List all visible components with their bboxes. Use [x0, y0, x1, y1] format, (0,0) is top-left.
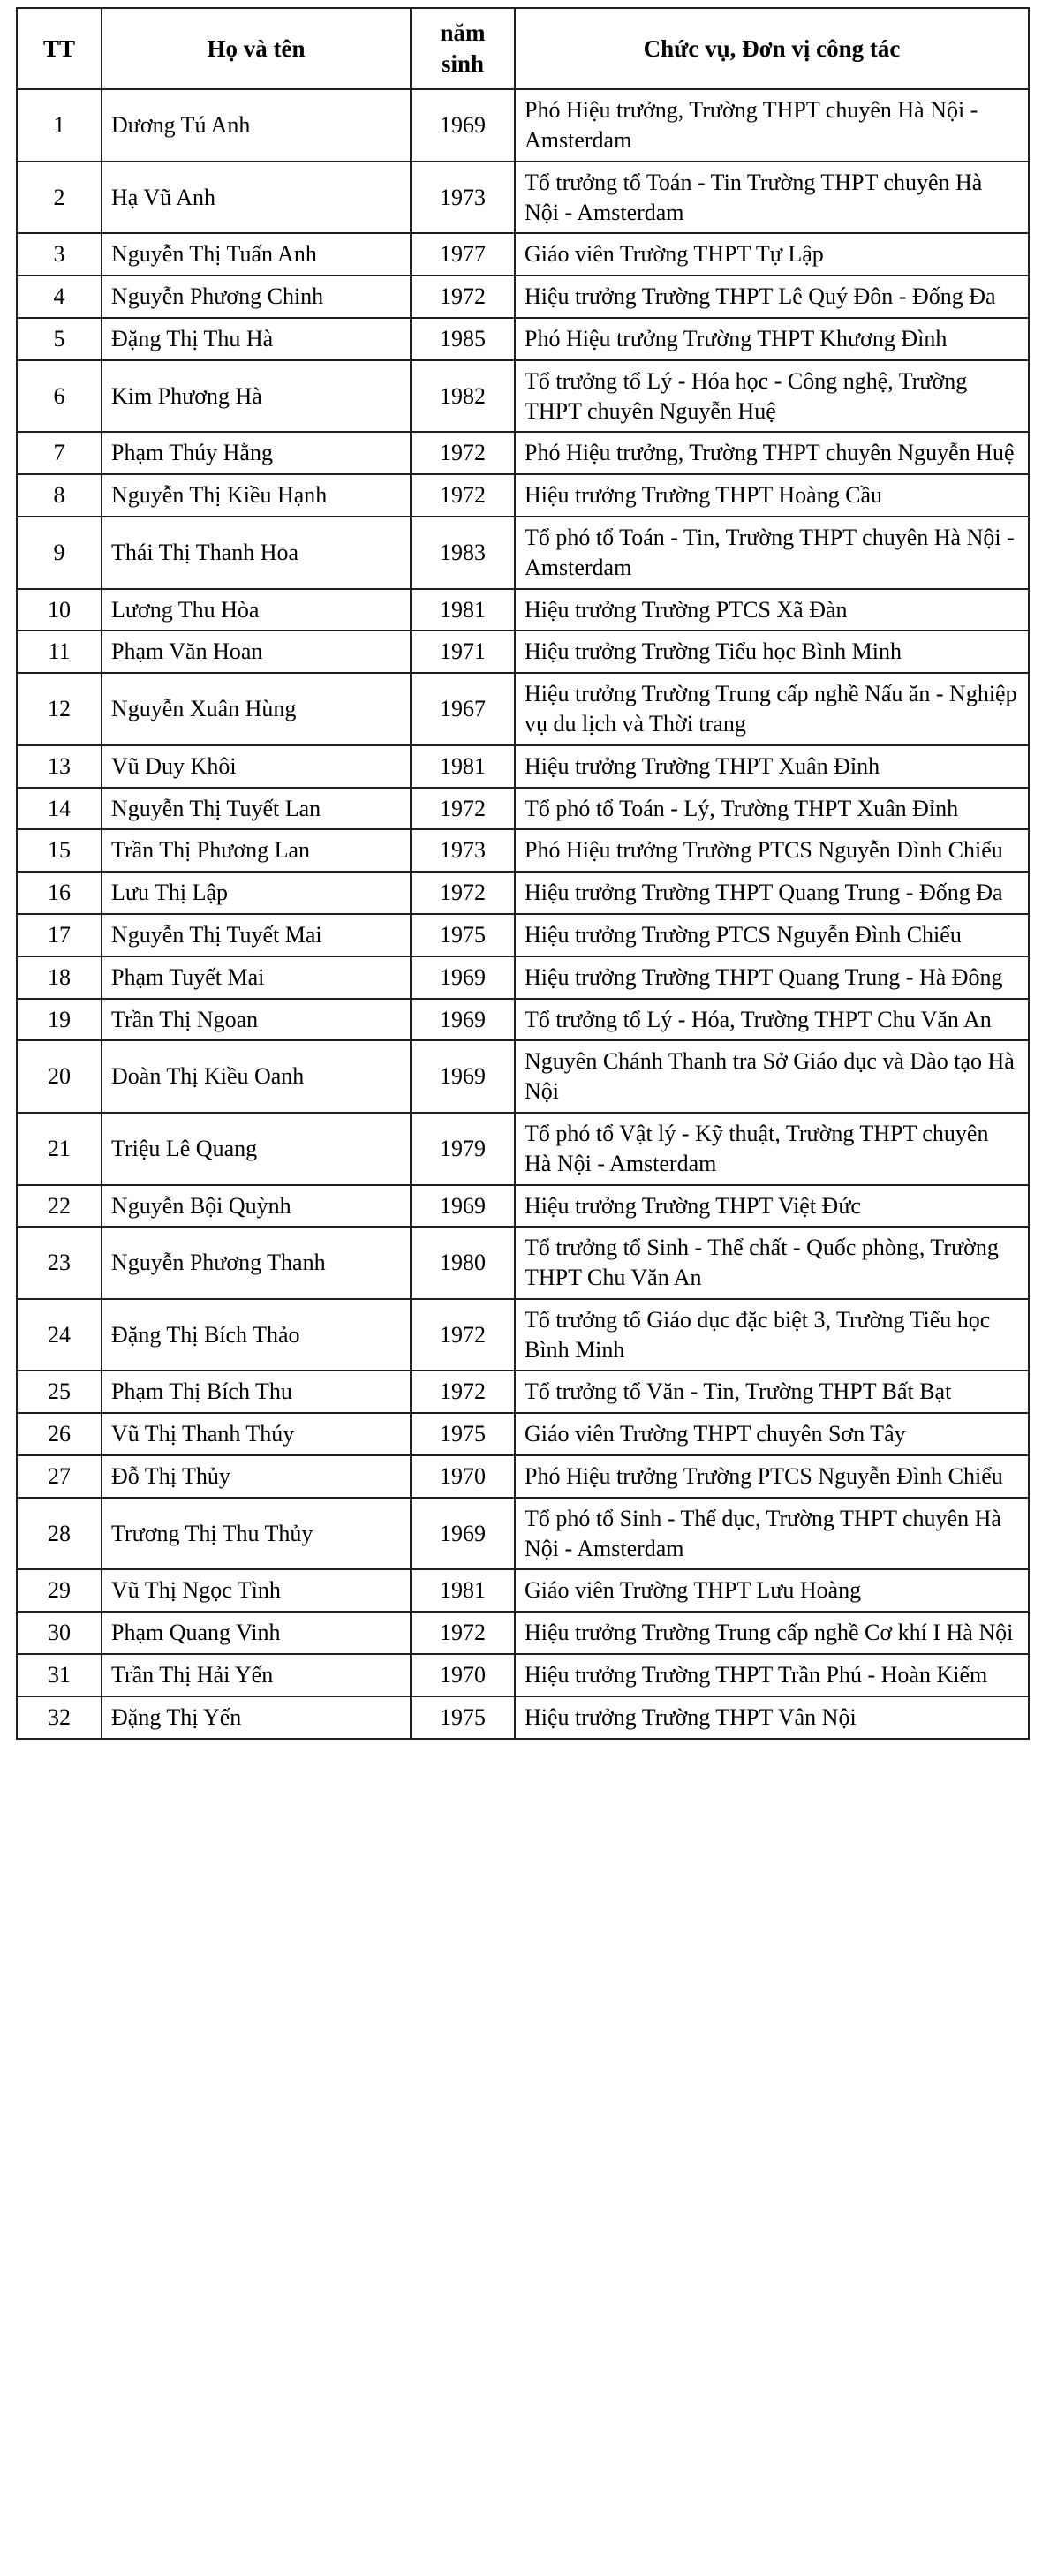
cell-birth-year: 1972: [411, 432, 515, 474]
cell-name: Phạm Quang Vinh: [102, 1612, 411, 1654]
cell-name: Phạm Văn Hoan: [102, 631, 411, 673]
cell-birth-year: 1975: [411, 1696, 515, 1739]
table-row: [17, 432, 1029, 474]
cell-name: Đoàn Thị Kiều Oanh: [102, 1040, 411, 1113]
cell-birth-year: 1972: [411, 474, 515, 517]
table-row: [17, 360, 1029, 433]
table-row: [17, 631, 1029, 673]
cell-name: Kim Phương Hà: [102, 360, 411, 433]
cell-name: Nguyễn Phương Chinh: [102, 276, 411, 318]
cell-position: Hiệu trưởng Trường THPT Vân Nội: [515, 1696, 1029, 1739]
cell-birth-year: 1979: [411, 1113, 515, 1185]
cell-position: Hiệu trưởng Trường PTCS Nguyễn Đình Chiểu: [515, 914, 1029, 956]
table-row: [17, 1696, 1029, 1739]
table-row: [17, 1612, 1029, 1654]
cell-position: Hiệu trưởng Trường Trung cấp nghề Cơ khí I Hà Nội: [515, 1612, 1029, 1654]
cell-birth-year: 1981: [411, 745, 515, 788]
cell-index: 10: [17, 589, 102, 631]
cell-index: 14: [17, 788, 102, 830]
column-header-year: [411, 8, 515, 89]
cell-name: Lưu Thị Lập: [102, 872, 411, 914]
cell-index: 9: [17, 517, 102, 589]
table-row: [17, 474, 1029, 517]
cell-name: Nguyễn Bội Quỳnh: [102, 1185, 411, 1228]
cell-position: Tổ trưởng tổ Lý - Hóa, Trường THPT Chu Văn An: [515, 999, 1029, 1041]
cell-name: Phạm Thị Bích Thu: [102, 1371, 411, 1413]
table-header: [17, 8, 1029, 89]
cell-birth-year: 1972: [411, 872, 515, 914]
table-row: [17, 1040, 1029, 1113]
cell-position: Nguyên Chánh Thanh tra Sở Giáo dục và Đào tạo Hà Nội: [515, 1040, 1029, 1113]
table-row: [17, 318, 1029, 360]
table-row: [17, 589, 1029, 631]
cell-position: Hiệu trưởng Trường THPT Xuân Đỉnh: [515, 745, 1029, 788]
cell-position: Hiệu trưởng Trường Trung cấp nghề Nấu ăn - Nghiệp vụ du lịch và Thời trang: [515, 673, 1029, 745]
cell-birth-year: 1972: [411, 788, 515, 830]
cell-index: 11: [17, 631, 102, 673]
cell-name: Vũ Duy Khôi: [102, 745, 411, 788]
cell-position: Hiệu trưởng Trường PTCS Xã Đàn: [515, 589, 1029, 631]
cell-birth-year: 1969: [411, 999, 515, 1041]
table-row: [17, 233, 1029, 276]
table-row: [17, 517, 1029, 589]
cell-position: Tổ trưởng tổ Toán - Tin Trường THPT chuyên Hà Nội - Amsterdam: [515, 162, 1029, 234]
column-header-tt: TT: [17, 8, 102, 89]
cell-index: 16: [17, 872, 102, 914]
cell-birth-year: 1969: [411, 956, 515, 999]
cell-name: Thái Thị Thanh Hoa: [102, 517, 411, 589]
table-row: [17, 999, 1029, 1041]
cell-name: Hạ Vũ Anh: [102, 162, 411, 234]
cell-name: Đỗ Thị Thủy: [102, 1455, 411, 1498]
cell-index: 6: [17, 360, 102, 433]
column-header-name: Họ và tên: [102, 8, 411, 89]
cell-index: 5: [17, 318, 102, 360]
cell-birth-year: 1970: [411, 1455, 515, 1498]
cell-name: Vũ Thị Thanh Thúy: [102, 1413, 411, 1455]
cell-index: 27: [17, 1455, 102, 1498]
cell-position: Giáo viên Trường THPT chuyên Sơn Tây: [515, 1413, 1029, 1455]
column-header-position: Chức vụ, Đơn vị công tác: [515, 8, 1029, 89]
cell-name: Nguyễn Thị Tuyết Lan: [102, 788, 411, 830]
cell-position: Tổ trưởng tổ Sinh - Thể chất - Quốc phòng, Trường THPT Chu Văn An: [515, 1227, 1029, 1299]
cell-birth-year: 1977: [411, 233, 515, 276]
table-body: [17, 89, 1029, 1738]
cell-index: 4: [17, 276, 102, 318]
cell-index: 22: [17, 1185, 102, 1228]
cell-name: Vũ Thị Ngọc Tình: [102, 1569, 411, 1612]
cell-index: 7: [17, 432, 102, 474]
cell-position: Tổ trưởng tổ Lý - Hóa học - Công nghệ, Trường THPT chuyên Nguyễn Huệ: [515, 360, 1029, 433]
cell-index: 3: [17, 233, 102, 276]
column-header-year-line2: sinh: [441, 50, 485, 78]
cell-index: 31: [17, 1654, 102, 1696]
cell-position: Phó Hiệu trưởng, Trường THPT chuyên Hà Nội - Amsterdam: [515, 89, 1029, 162]
cell-index: 1: [17, 89, 102, 162]
table-row: [17, 1455, 1029, 1498]
cell-name: Dương Tú Anh: [102, 89, 411, 162]
cell-index: 26: [17, 1413, 102, 1455]
cell-name: Nguyễn Thị Kiều Hạnh: [102, 474, 411, 517]
cell-index: 20: [17, 1040, 102, 1113]
cell-position: Tổ phó tổ Toán - Tin, Trường THPT chuyên Hà Nội - Amsterdam: [515, 517, 1029, 589]
cell-name: Nguyễn Phương Thanh: [102, 1227, 411, 1299]
table-row: [17, 162, 1029, 234]
table-row: [17, 1299, 1029, 1371]
cell-birth-year: 1973: [411, 162, 515, 234]
cell-index: 30: [17, 1612, 102, 1654]
table-row: [17, 745, 1029, 788]
cell-index: 24: [17, 1299, 102, 1371]
table-row: [17, 1654, 1029, 1696]
cell-name: Trương Thị Thu Thủy: [102, 1498, 411, 1570]
cell-birth-year: 1985: [411, 318, 515, 360]
cell-index: 15: [17, 829, 102, 872]
cell-name: Đặng Thị Bích Thảo: [102, 1299, 411, 1371]
table-row: [17, 788, 1029, 830]
cell-position: Hiệu trưởng Trường THPT Hoàng Cầu: [515, 474, 1029, 517]
table-row: [17, 1113, 1029, 1185]
cell-index: 17: [17, 914, 102, 956]
cell-index: 18: [17, 956, 102, 999]
cell-index: 19: [17, 999, 102, 1041]
cell-position: Phó Hiệu trưởng Trường PTCS Nguyễn Đình Chiểu: [515, 829, 1029, 872]
table-row: [17, 1413, 1029, 1455]
cell-birth-year: 1972: [411, 1299, 515, 1371]
cell-position: Hiệu trưởng Trường THPT Lê Quý Đôn - Đống Đa: [515, 276, 1029, 318]
cell-index: 8: [17, 474, 102, 517]
cell-index: 23: [17, 1227, 102, 1299]
table-header-row: [17, 8, 1029, 89]
cell-index: 13: [17, 745, 102, 788]
cell-birth-year: 1970: [411, 1654, 515, 1696]
table-row: [17, 276, 1029, 318]
table-row: [17, 673, 1029, 745]
teacher-list-table: [16, 7, 1030, 1740]
cell-position: Tổ phó tổ Toán - Lý, Trường THPT Xuân Đỉnh: [515, 788, 1029, 830]
cell-birth-year: 1981: [411, 589, 515, 631]
cell-position: Hiệu trưởng Trường Tiểu học Bình Minh: [515, 631, 1029, 673]
cell-position: Phó Hiệu trưởng Trường THPT Khương Đình: [515, 318, 1029, 360]
table-row: [17, 914, 1029, 956]
cell-position: Giáo viên Trường THPT Lưu Hoàng: [515, 1569, 1029, 1612]
cell-name: Nguyễn Thị Tuyết Mai: [102, 914, 411, 956]
cell-position: Hiệu trưởng Trường THPT Quang Trung - Hà Đông: [515, 956, 1029, 999]
cell-name: Trần Thị Phương Lan: [102, 829, 411, 872]
cell-index: 29: [17, 1569, 102, 1612]
cell-index: 25: [17, 1371, 102, 1413]
cell-name: Trần Thị Hải Yến: [102, 1654, 411, 1696]
cell-position: Hiệu trưởng Trường THPT Việt Đức: [515, 1185, 1029, 1228]
cell-name: Phạm Thúy Hằng: [102, 432, 411, 474]
cell-name: Nguyễn Xuân Hùng: [102, 673, 411, 745]
cell-name: Đặng Thị Yến: [102, 1696, 411, 1739]
table-row: [17, 956, 1029, 999]
table-row: [17, 1227, 1029, 1299]
table-row: [17, 1569, 1029, 1612]
cell-birth-year: 1972: [411, 1612, 515, 1654]
column-header-year-line1: năm: [440, 19, 486, 46]
table-row: [17, 1371, 1029, 1413]
cell-position: Phó Hiệu trưởng, Trường THPT chuyên Nguyễn Huệ: [515, 432, 1029, 474]
cell-birth-year: 1975: [411, 1413, 515, 1455]
table-row: [17, 1498, 1029, 1570]
cell-position: Tổ phó tổ Vật lý - Kỹ thuật, Trường THPT chuyên Hà Nội - Amsterdam: [515, 1113, 1029, 1185]
cell-index: 2: [17, 162, 102, 234]
cell-birth-year: 1980: [411, 1227, 515, 1299]
cell-index: 12: [17, 673, 102, 745]
cell-birth-year: 1982: [411, 360, 515, 433]
cell-birth-year: 1983: [411, 517, 515, 589]
table-row: [17, 829, 1029, 872]
cell-birth-year: 1969: [411, 89, 515, 162]
cell-birth-year: 1969: [411, 1498, 515, 1570]
cell-birth-year: 1981: [411, 1569, 515, 1612]
table-row: [17, 1185, 1029, 1228]
cell-position: Tổ trưởng tổ Văn - Tin, Trường THPT Bất Bạt: [515, 1371, 1029, 1413]
cell-index: 32: [17, 1696, 102, 1739]
cell-name: Đặng Thị Thu Hà: [102, 318, 411, 360]
cell-birth-year: 1975: [411, 914, 515, 956]
table-row: [17, 89, 1029, 162]
cell-name: Trần Thị Ngoan: [102, 999, 411, 1041]
cell-index: 28: [17, 1498, 102, 1570]
cell-birth-year: 1972: [411, 1371, 515, 1413]
cell-birth-year: 1971: [411, 631, 515, 673]
cell-position: Giáo viên Trường THPT Tự Lập: [515, 233, 1029, 276]
cell-index: 21: [17, 1113, 102, 1185]
cell-birth-year: 1973: [411, 829, 515, 872]
cell-birth-year: 1969: [411, 1185, 515, 1228]
cell-position: Hiệu trưởng Trường THPT Trần Phú - Hoàn Kiếm: [515, 1654, 1029, 1696]
cell-position: Hiệu trưởng Trường THPT Quang Trung - Đống Đa: [515, 872, 1029, 914]
cell-name: Phạm Tuyết Mai: [102, 956, 411, 999]
cell-birth-year: 1967: [411, 673, 515, 745]
cell-name: Triệu Lê Quang: [102, 1113, 411, 1185]
cell-name: Lương Thu Hòa: [102, 589, 411, 631]
cell-birth-year: 1969: [411, 1040, 515, 1113]
cell-birth-year: 1972: [411, 276, 515, 318]
cell-position: Phó Hiệu trưởng Trường PTCS Nguyễn Đình Chiểu: [515, 1455, 1029, 1498]
cell-name: Nguyễn Thị Tuấn Anh: [102, 233, 411, 276]
cell-position: Tổ trưởng tổ Giáo dục đặc biệt 3, Trường Tiểu học Bình Minh: [515, 1299, 1029, 1371]
table-row: [17, 872, 1029, 914]
cell-position: Tổ phó tổ Sinh - Thể dục, Trường THPT chuyên Hà Nội - Amsterdam: [515, 1498, 1029, 1570]
